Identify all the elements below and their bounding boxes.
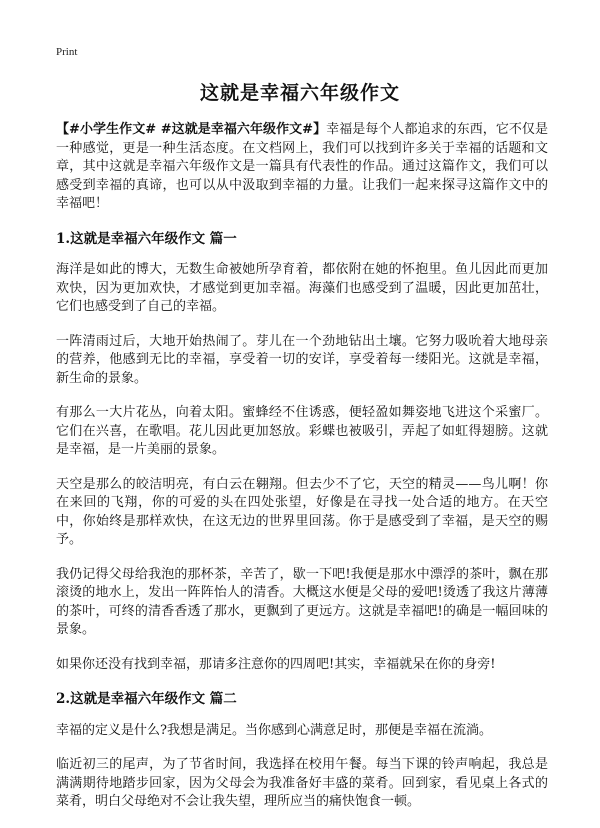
section-1-paragraph-2: 一阵清雨过后，大地开始热闹了。芽儿在一个劲地钻出土壤。它努力吸吮着大地母亲的营养，他感到无比的幸福，享受着一切的安详，享受着每一缕阳光。这就是幸福，新生命的景象。: [56, 333, 548, 386]
section-heading-1: 1.这就是幸福六年级作文 篇一: [56, 230, 237, 247]
document-body: [56, 121, 548, 828]
section-2-paragraph-2: 临近初三的尾声，为了节省时间，我选择在校用午餐。每当下课的铃声响起，我总是满满期待地踏步回家，因为父母会为我准备好丰盛的菜肴。回到家，看见桌上各式的菜肴，明白父母绝对不会让我失望，理所应当的痛快饱食一顿。: [56, 757, 548, 809]
print-label: Print: [56, 46, 78, 58]
section-1-paragraph-4: 天空是那么的皎洁明亮，有白云在翱翔。但去少不了它，天空的精灵——鸟儿啊！你在来回的飞翔，你的可爱的头在四处张望，好像是在寻找一处合适的地方。在天空中，你始终是那样欢快，在这无边的世界里回荡。你于是感受到了幸福，是天空的赐予。: [56, 476, 548, 547]
intro-paragraph: [56, 121, 548, 214]
section-1-paragraph-3: 有那么一大片花丛，向着太阳。蜜蜂经不住诱惑，便轻盈如舞姿地飞进这个采蜜厂。它们在兴喜，在歌唱。花儿因此更加怒放。彩蝶也被吸引，弄起了如虹得翅膀。这就是幸福，是一片美丽的景象。: [56, 405, 548, 457]
section-1-paragraph-1: 海洋是如此的博大，无数生命被她所孕育着，都依附在她的怀抱里。鱼儿因此而更加欢快，因为更加欢快，才感觉到更加幸福。海藻们也感受到了温暖，因此更加茁壮，它们也感受到了自己的幸福。: [56, 262, 548, 314]
intro-text: 幸福是每个人都追求的东西，它不仅是一种感觉，更是一种生活态度。在文档网上，我们可以找到许多关于幸福的话题和文章，其中这就是幸福六年级作文是一篇具有代表性的作品。通过这篇作文，我们可以感受到幸福的真谛，也可以从中汲取到幸福的力量。让我们一起来探寻这篇作文中的幸福吧！: [56, 122, 548, 211]
section-2-paragraph-1: 幸福的定义是什么?我想是满足。当你感到心满意足时，那便是幸福在流淌。: [56, 722, 492, 738]
section-1-paragraph-5: 我仍记得父母给我泡的那杯茶，辛苦了，歇一下吧!我便是那水中漂浮的茶叶，飘在那滚烫的地水上，发出一阵阵怡人的清香。大概这水便是父母的爱吧!烫透了我这片薄薄的茶叶，可终的清香香透了那水，更飘到了更远方。这就是幸福吧!的确是一幅回味的景象。: [56, 566, 548, 637]
intro-tag: 【#小学生作文# #这就是幸福六年级作文#】: [56, 122, 327, 137]
section-heading-2: 2.这就是幸福六年级作文 篇二: [56, 691, 237, 707]
document-title: 这就是幸福六年级作文: [199, 82, 400, 104]
section-1-paragraph-6: 如果你还没有找到幸福，那请多注意你的四周吧!其实，幸福就呆在你的身旁!: [56, 656, 496, 672]
